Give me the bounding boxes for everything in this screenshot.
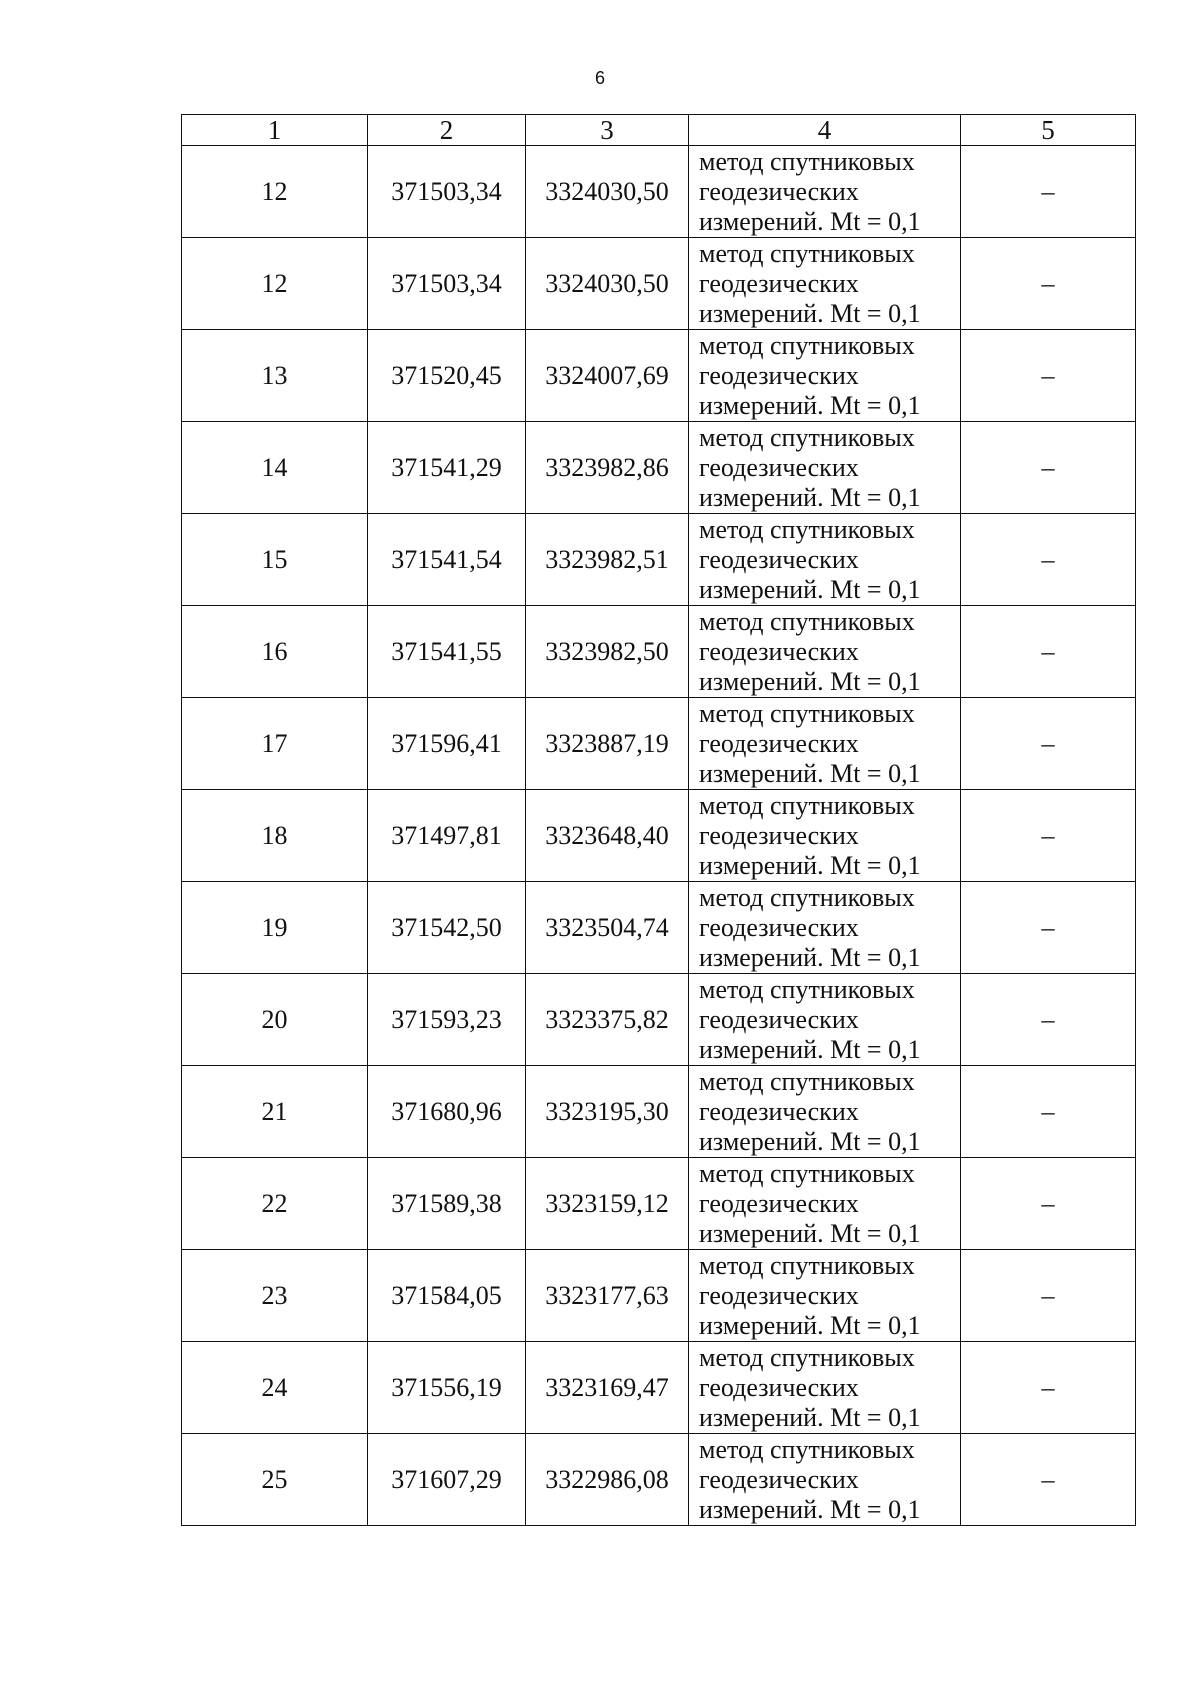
method-cell xyxy=(689,790,961,882)
x-coordinate-cell: 371556,19 xyxy=(368,1342,526,1434)
column-5-cell: – xyxy=(961,606,1136,698)
point-number-cell: 13 xyxy=(182,330,368,422)
method-cell xyxy=(689,698,961,790)
method-cell xyxy=(689,1342,961,1434)
method-line-1: метод спутниковых xyxy=(699,146,915,176)
table-row xyxy=(182,1066,1136,1158)
y-coordinate-cell: 3324030,50 xyxy=(526,238,689,330)
method-line-2: геодезических xyxy=(699,176,859,206)
method-line-1: метод спутниковых xyxy=(699,698,915,728)
table-row xyxy=(182,1250,1136,1342)
method-cell xyxy=(689,330,961,422)
page-number: 6 xyxy=(594,68,605,88)
column-5-cell: – xyxy=(961,422,1136,514)
method-cell xyxy=(689,146,961,238)
x-coordinate-cell: 371503,34 xyxy=(368,146,526,238)
method-line-3: измерений. Mt = 0,1 xyxy=(699,1034,921,1064)
y-coordinate-cell: 3323504,74 xyxy=(526,882,689,974)
header-cell-5: 5 xyxy=(961,115,1136,146)
method-cell xyxy=(689,238,961,330)
method-line-2: геодезических xyxy=(699,1188,859,1218)
table-body xyxy=(182,146,1136,1526)
point-number-cell: 19 xyxy=(182,882,368,974)
method-cell xyxy=(689,1066,961,1158)
method-line-2: геодезических xyxy=(699,1096,859,1126)
method-line-1: метод спутниковых xyxy=(699,514,915,544)
method-line-2: геодезических xyxy=(699,452,859,482)
method-line-2: геодезических xyxy=(699,1004,859,1034)
x-coordinate-cell: 371542,50 xyxy=(368,882,526,974)
y-coordinate-cell: 3323177,63 xyxy=(526,1250,689,1342)
method-line-3: измерений. Mt = 0,1 xyxy=(699,1218,921,1248)
table-row xyxy=(182,606,1136,698)
table-row xyxy=(182,1158,1136,1250)
method-line-1: метод спутниковых xyxy=(699,1434,915,1464)
table-row xyxy=(182,1434,1136,1526)
method-cell xyxy=(689,422,961,514)
method-cell xyxy=(689,1158,961,1250)
point-number-cell: 12 xyxy=(182,238,368,330)
method-line-3: измерений. Mt = 0,1 xyxy=(699,942,921,972)
column-5-cell: – xyxy=(961,790,1136,882)
method-line-1: метод спутниковых xyxy=(699,1342,915,1372)
column-5-cell: – xyxy=(961,1158,1136,1250)
method-cell xyxy=(689,974,961,1066)
method-line-2: геодезических xyxy=(699,820,859,850)
column-5-cell: – xyxy=(961,330,1136,422)
method-line-2: геодезических xyxy=(699,544,859,574)
header-row xyxy=(182,115,1136,146)
y-coordinate-cell: 3323169,47 xyxy=(526,1342,689,1434)
method-cell xyxy=(689,514,961,606)
y-coordinate-cell: 3322986,08 xyxy=(526,1434,689,1526)
table-row xyxy=(182,422,1136,514)
table-row xyxy=(182,146,1136,238)
x-coordinate-cell: 371593,23 xyxy=(368,974,526,1066)
method-line-3: измерений. Mt = 0,1 xyxy=(699,1310,921,1340)
point-number-cell: 12 xyxy=(182,146,368,238)
x-coordinate-cell: 371607,29 xyxy=(368,1434,526,1526)
table-row xyxy=(182,882,1136,974)
x-coordinate-cell: 371589,38 xyxy=(368,1158,526,1250)
table-row xyxy=(182,238,1136,330)
column-5-cell: – xyxy=(961,1066,1136,1158)
table-header xyxy=(182,115,1136,146)
method-line-3: измерений. Mt = 0,1 xyxy=(699,482,921,512)
column-5-cell: – xyxy=(961,1434,1136,1526)
coordinates-table xyxy=(181,114,1136,1526)
method-line-1: метод спутниковых xyxy=(699,1066,915,1096)
method-line-2: геодезических xyxy=(699,1372,859,1402)
point-number-cell: 15 xyxy=(182,514,368,606)
column-5-cell: – xyxy=(961,882,1136,974)
method-line-3: измерений. Mt = 0,1 xyxy=(699,206,921,236)
x-coordinate-cell: 371541,55 xyxy=(368,606,526,698)
point-number-cell: 18 xyxy=(182,790,368,882)
method-line-3: измерений. Mt = 0,1 xyxy=(699,850,921,880)
x-coordinate-cell: 371541,29 xyxy=(368,422,526,514)
method-line-3: измерений. Mt = 0,1 xyxy=(699,298,921,328)
method-line-1: метод спутниковых xyxy=(699,790,915,820)
method-line-2: геодезических xyxy=(699,360,859,390)
point-number-cell: 14 xyxy=(182,422,368,514)
method-line-3: измерений. Mt = 0,1 xyxy=(699,1402,921,1432)
table-row xyxy=(182,330,1136,422)
method-line-1: метод спутниковых xyxy=(699,238,915,268)
method-line-3: измерений. Mt = 0,1 xyxy=(699,1126,921,1156)
x-coordinate-cell: 371541,54 xyxy=(368,514,526,606)
method-line-3: измерений. Mt = 0,1 xyxy=(699,1494,921,1524)
column-5-cell: – xyxy=(961,974,1136,1066)
method-line-2: геодезических xyxy=(699,912,859,942)
x-coordinate-cell: 371596,41 xyxy=(368,698,526,790)
method-line-1: метод спутниковых xyxy=(699,422,915,452)
header-cell-1: 1 xyxy=(182,115,368,146)
x-coordinate-cell: 371584,05 xyxy=(368,1250,526,1342)
column-5-cell: – xyxy=(961,1250,1136,1342)
method-line-3: измерений. Mt = 0,1 xyxy=(699,390,921,420)
y-coordinate-cell: 3324030,50 xyxy=(526,146,689,238)
y-coordinate-cell: 3323887,19 xyxy=(526,698,689,790)
point-number-cell: 24 xyxy=(182,1342,368,1434)
method-cell xyxy=(689,1250,961,1342)
method-line-2: геодезических xyxy=(699,1280,859,1310)
x-coordinate-cell: 371520,45 xyxy=(368,330,526,422)
column-5-cell: – xyxy=(961,514,1136,606)
method-line-3: измерений. Mt = 0,1 xyxy=(699,574,921,604)
column-5-cell: – xyxy=(961,146,1136,238)
table-row xyxy=(182,514,1136,606)
table-row xyxy=(182,698,1136,790)
header-cell-3: 3 xyxy=(526,115,689,146)
y-coordinate-cell: 3323982,51 xyxy=(526,514,689,606)
y-coordinate-cell: 3324007,69 xyxy=(526,330,689,422)
method-line-2: геодезических xyxy=(699,268,859,298)
point-number-cell: 23 xyxy=(182,1250,368,1342)
y-coordinate-cell: 3323195,30 xyxy=(526,1066,689,1158)
table-row xyxy=(182,790,1136,882)
method-line-2: геодезических xyxy=(699,728,859,758)
table-row xyxy=(182,1342,1136,1434)
method-line-1: метод спутниковых xyxy=(699,974,915,1004)
x-coordinate-cell: 371503,34 xyxy=(368,238,526,330)
method-line-3: измерений. Mt = 0,1 xyxy=(699,758,921,788)
table-row xyxy=(182,974,1136,1066)
x-coordinate-cell: 371680,96 xyxy=(368,1066,526,1158)
point-number-cell: 16 xyxy=(182,606,368,698)
method-line-3: измерений. Mt = 0,1 xyxy=(699,666,921,696)
y-coordinate-cell: 3323648,40 xyxy=(526,790,689,882)
y-coordinate-cell: 3323982,50 xyxy=(526,606,689,698)
header-cell-4: 4 xyxy=(689,115,961,146)
point-number-cell: 17 xyxy=(182,698,368,790)
method-cell xyxy=(689,882,961,974)
y-coordinate-cell: 3323159,12 xyxy=(526,1158,689,1250)
point-number-cell: 25 xyxy=(182,1434,368,1526)
column-5-cell: – xyxy=(961,698,1136,790)
y-coordinate-cell: 3323375,82 xyxy=(526,974,689,1066)
method-line-1: метод спутниковых xyxy=(699,1158,915,1188)
method-line-2: геодезических xyxy=(699,1464,859,1494)
method-line-1: метод спутниковых xyxy=(699,1250,915,1280)
y-coordinate-cell: 3323982,86 xyxy=(526,422,689,514)
method-cell xyxy=(689,1434,961,1526)
method-line-2: геодезических xyxy=(699,636,859,666)
column-5-cell: – xyxy=(961,1342,1136,1434)
point-number-cell: 20 xyxy=(182,974,368,1066)
header-cell-2: 2 xyxy=(368,115,526,146)
method-cell xyxy=(689,606,961,698)
method-line-1: метод спутниковых xyxy=(699,606,915,636)
x-coordinate-cell: 371497,81 xyxy=(368,790,526,882)
point-number-cell: 22 xyxy=(182,1158,368,1250)
method-line-1: метод спутниковых xyxy=(699,882,915,912)
column-5-cell: – xyxy=(961,238,1136,330)
point-number-cell: 21 xyxy=(182,1066,368,1158)
method-line-1: метод спутниковых xyxy=(699,330,915,360)
